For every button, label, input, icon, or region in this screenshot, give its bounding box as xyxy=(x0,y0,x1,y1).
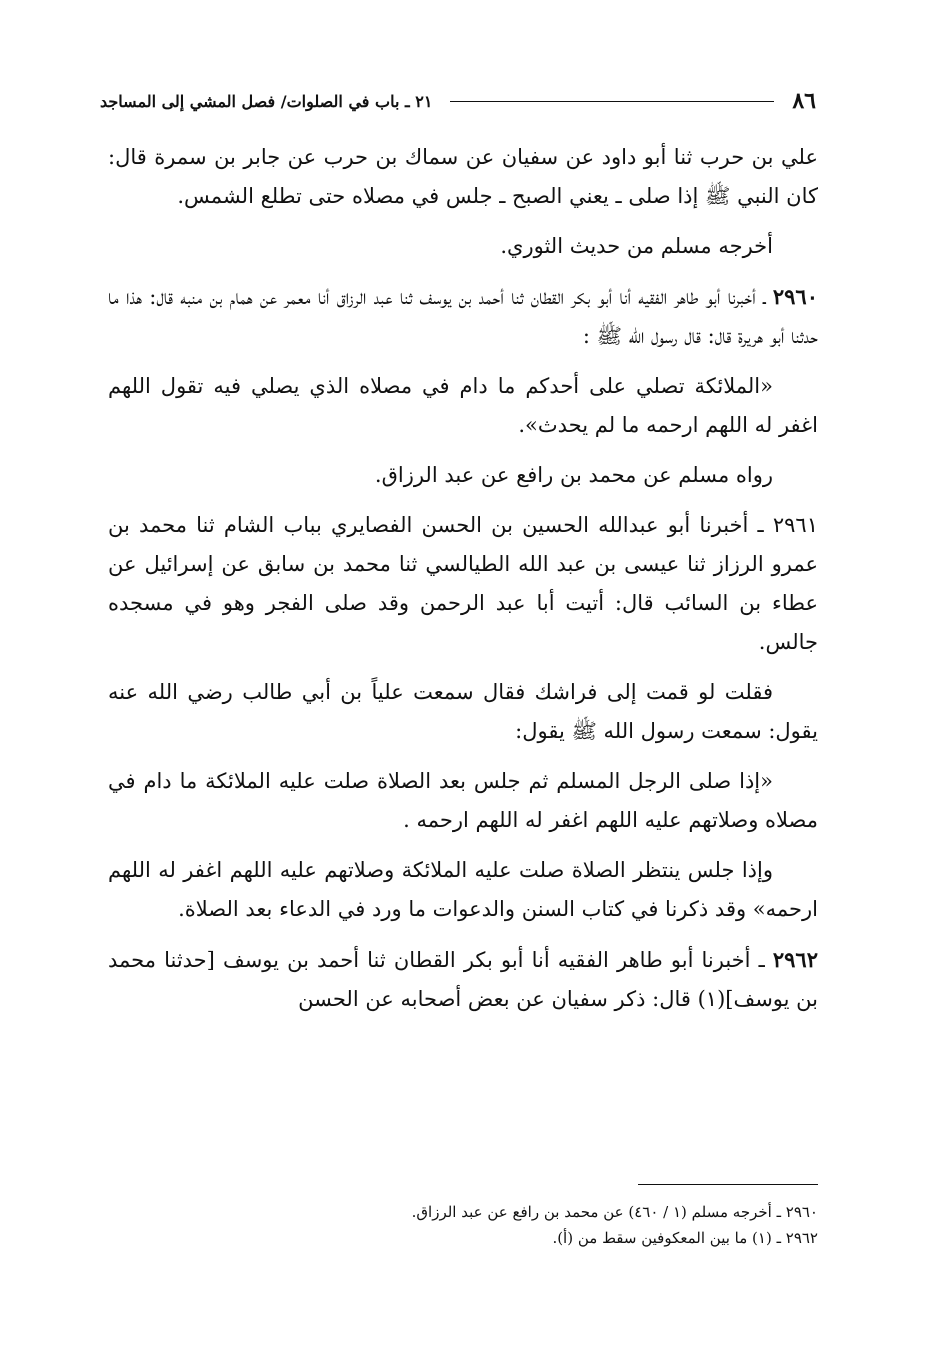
page-number: ٨٦ xyxy=(792,88,816,114)
hadith-paragraph: ٢٩٦٢ ـ أخبرنا أبو طاهر الفقيه أنا أبو بكر القطان ثنا أحمد بن يوسف [حدثنا محمد بن يوسف](١) قال: ذكر سفيان عن بعض أصحابه عن الحسن xyxy=(108,947,818,1011)
main-text xyxy=(108,138,818,1030)
hadith-paragraph: ٢٩٦١ ـ أخبرنا أبو عبدالله الحسين بن الحسن الفصايري بباب الشام ثنا محمد بن عمرو الرزاز ثنا عيسى بن عبد الله الطيالسي ثنا محمد بن سابق عن إسرائيل عن عطاء بن السائب قال: أتيت أبا عبد الرحمن وقد صلى الفجر وهو في مسجده جالس. xyxy=(108,513,818,654)
hadith-number: ٢٩٦١ xyxy=(772,513,818,537)
paragraph: وإذا جلس ينتظر الصلاة صلت عليه الملائكة وصلاتهم عليه اللهم اغفر له اللهم ارحمه» وقد ذكرنا في كتاب السنن والدعوات ما ورد في الدعاء بعد الصلاة. xyxy=(108,858,818,921)
header-rule xyxy=(450,101,774,102)
footnotes xyxy=(108,1184,818,1251)
hadith-number: ٢٩٦٢ xyxy=(772,947,818,972)
paragraph: «إذا صلى الرجل المسلم ثم جلس بعد الصلاة صلت عليه الملائكة ما دام في مصلاه وصلاتهم عليه اللهم اغفر له اللهم ارحمه . xyxy=(108,769,818,832)
footnote: ٢٩٦٠ ـ أخرجه مسلم (١ / ٤٦٠) عن محمد بن رافع عن عبد الرزاق. xyxy=(411,1203,818,1221)
paragraph: «الملائكة تصلي على أحدكم ما دام في مصلاه الذي يصلي فيه تقول اللهم اغفر له اللهم ارحمه ما لم يحدث». xyxy=(108,374,818,437)
footnote-rule xyxy=(638,1184,818,1185)
running-header xyxy=(100,86,816,116)
paragraph: رواه مسلم عن محمد بن رافع عن عبد الرزاق. xyxy=(374,463,773,487)
hadith-paragraph: ٢٩٦٠ ـ أخبرنا أبو طاهر الفقيه أنا أبو بكر القطان ثنا أحمد بن يوسف ثنا عبد الرزاق أنا معمر عن همام بن منبه قال: هذا ما حدثنا أبو هريرة قال: قال رسول الله ﷺ : xyxy=(108,284,818,348)
chapter-title: ٢١ ـ باب في الصلوات/ فصل المشي إلى المساجد xyxy=(100,91,433,111)
paragraph: فقلت لو قمت إلى فراشك فقال سمعت علياً بن أبي طالب رضي الله عنه يقول: سمعت رسول الله ﷺ يقول: xyxy=(108,680,818,743)
paragraph: أخرجه مسلم من حديث الثوري. xyxy=(500,234,773,258)
paragraph: علي بن حرب ثنا أبو داود عن سفيان عن سماك بن حرب عن جابر بن سمرة قال: كان النبي ﷺ إذا صلى ـ يعني الصبح ـ جلس في مصلاه حتى تطلع الشمس. xyxy=(108,145,818,208)
footnote: ٢٩٦٢ ـ (١) ما بين المعكوفين سقط من (أ). xyxy=(552,1229,818,1247)
hadith-number: ٢٩٦٠ xyxy=(772,284,818,309)
